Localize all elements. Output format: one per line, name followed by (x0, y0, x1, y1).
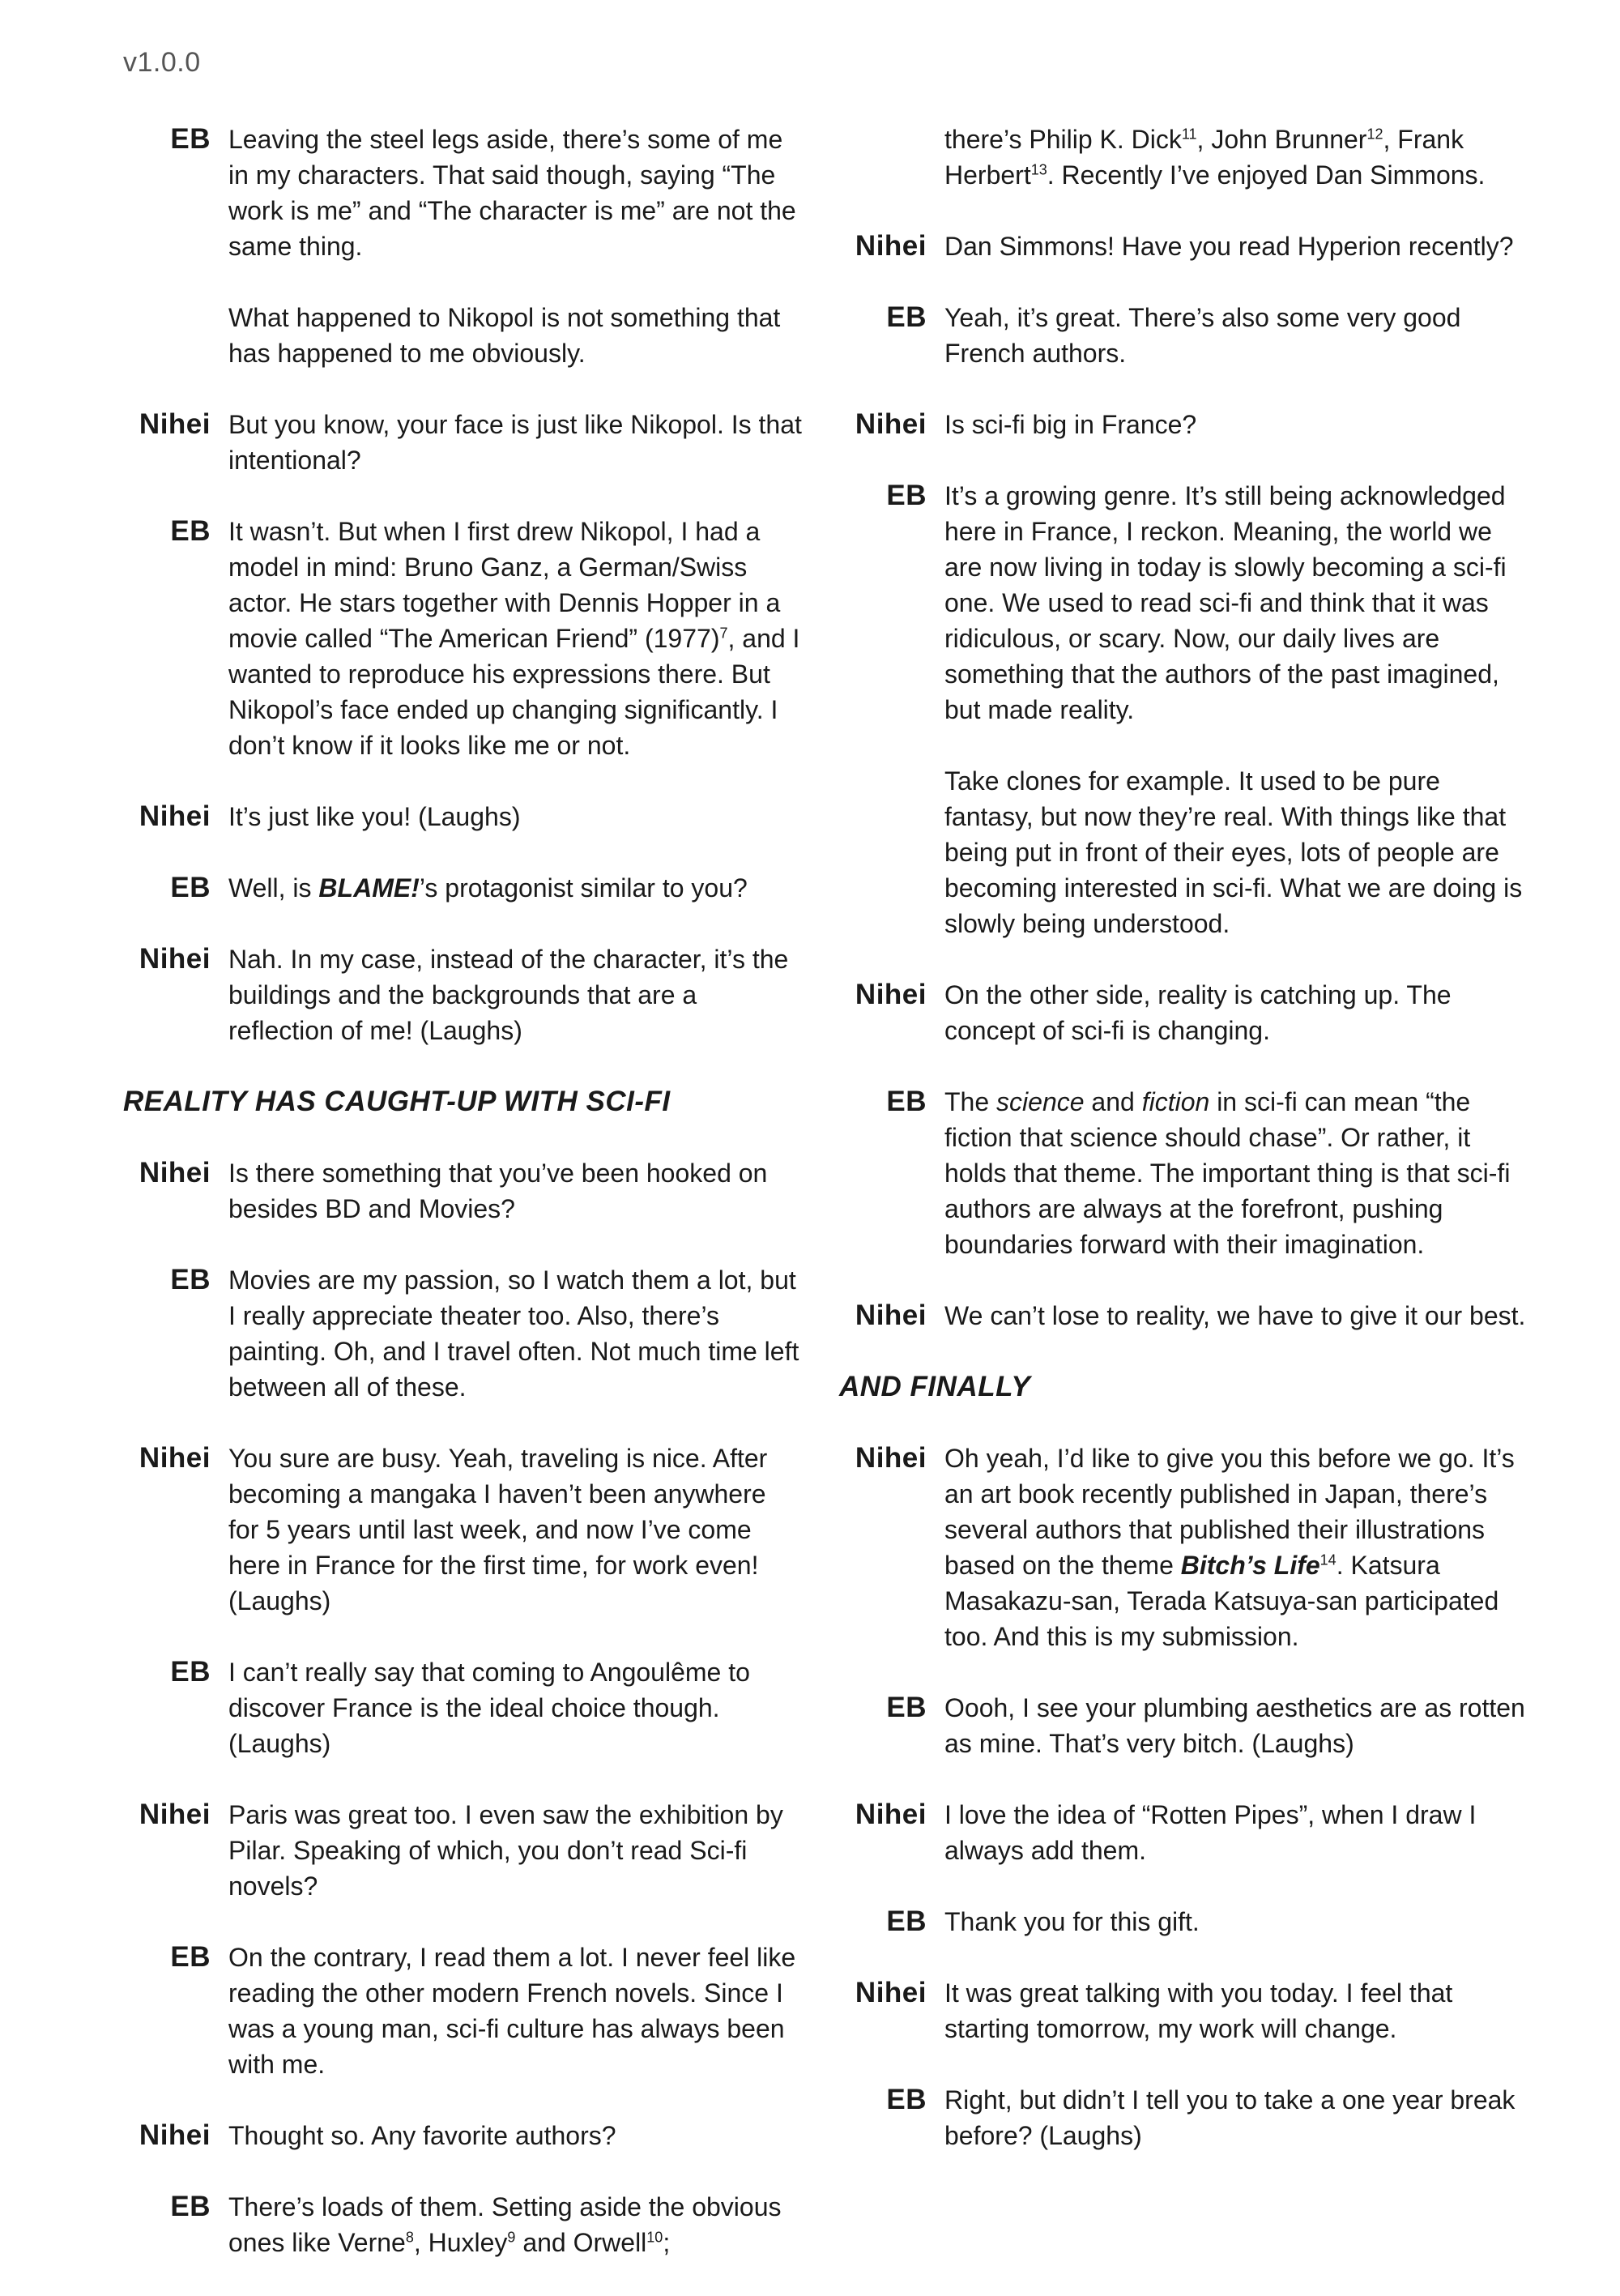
footnote-ref: 7 (719, 625, 728, 642)
speaker-label: Nihei (139, 800, 211, 832)
speaker-label: Nihei (855, 230, 927, 262)
dialogue-text (944, 407, 1529, 442)
speaker-label: Nihei (139, 943, 211, 975)
dialogue-entry (123, 1440, 802, 1619)
paragraph: But you know, your face is just like Nikopol. Is that intentional? (228, 410, 802, 475)
dialogue-entry (839, 300, 1529, 371)
text-run: , and I wanted to reproduce his expressions there. But Nikopol’s face ended up changing significantly. I don’t know if it looks like me or not. (228, 624, 800, 760)
speaker-label: EB (886, 301, 927, 333)
speaker-label: EB (170, 515, 211, 547)
dialogue-entry (839, 1797, 1529, 1868)
text-run: and Orwell (515, 2228, 647, 2257)
left-column (123, 122, 802, 2296)
text-run: . Katsura Masakazu-san, Terada Katsuya-san participated too. And this is my submission. (944, 1551, 1499, 1651)
dialogue-entry (123, 514, 802, 763)
paragraph: Oooh, I see your plumbing aesthetics are as rotten as mine. That’s very bitch. (Laughs) (944, 1693, 1525, 1758)
speaker-label: EB (886, 1692, 927, 1723)
paragraph: Movies are my passion, so I watch them a lot, but I really appreciate theater too. Also, there’s painting. Oh, and I travel often. Not much time left between all of these. (228, 1265, 799, 1402)
text-run: and (1084, 1087, 1142, 1116)
footnote-ref: 9 (507, 2229, 516, 2246)
paragraph: Thank you for this gift. (944, 1907, 1200, 1936)
dialogue-text (228, 941, 802, 1048)
speaker-label: EB (170, 1941, 211, 1973)
paragraph: Right, but didn’t I tell you to take a one year break before? (Laughs) (944, 2085, 1516, 2150)
dialogue-text (228, 1155, 802, 1227)
dialogue-text (228, 1440, 802, 1619)
paragraph: You sure are busy. Yeah, traveling is nice. After becoming a mangaka I haven’t been anywhere for 5 years until last week, and now I’ve come here in France for the first time, for work even! (Laughs) (228, 1444, 768, 1615)
dialogue-entry (123, 2189, 802, 2260)
text-run: Well, is (228, 873, 319, 903)
dialogue-entry (839, 122, 1529, 193)
speaker-label: Nihei (139, 2119, 211, 2151)
footnote-ref: 10 (646, 2229, 663, 2246)
speaker-label: Nihei (855, 979, 927, 1010)
dialogue-text (944, 300, 1529, 371)
paragraph: On the other side, reality is catching up. The concept of sci-fi is changing. (944, 980, 1452, 1045)
paragraph: It’s just like you! (Laughs) (228, 802, 521, 831)
dialogue-text (944, 1904, 1529, 1940)
text-run: It wasn’t. But when I first drew Nikopol, I had a model in mind: Bruno Ganz, a German/Swiss actor. He stars together with Dennis Hopper in a movie called “The American Friend” (1977) (228, 517, 781, 653)
paragraph: Thought so. Any favorite authors? (228, 2121, 616, 2150)
dialogue-text (944, 228, 1529, 264)
speaker-label: EB (170, 123, 211, 155)
text-run: , John Brunner (1196, 125, 1367, 154)
text-run: . Recently I’ve enjoyed Dan Simmons. (1047, 160, 1486, 190)
paragraph (228, 870, 802, 906)
footnote-ref: 13 (1030, 161, 1047, 178)
emphasis: fiction (1141, 1087, 1210, 1116)
dialogue-entry (839, 1975, 1529, 2046)
footnote-ref: 11 (1181, 126, 1197, 143)
paragraph (944, 1440, 1529, 1654)
dialogue-text (228, 407, 802, 478)
dialogue-text (228, 870, 802, 906)
paragraph: I love the idea of “Rotten Pipes”, when I draw I always add them. (944, 1800, 1477, 1865)
version-label: v1.0.0 (123, 47, 201, 78)
speaker-label: Nihei (855, 1977, 927, 2008)
text-run: , Frank Herbert (944, 125, 1464, 190)
dialogue-text (944, 977, 1529, 1048)
dialogue-entry (123, 1797, 802, 1904)
speaker-label: EB (886, 480, 927, 511)
speaker-label: EB (170, 1264, 211, 1295)
paragraph: We can’t lose to reality, we have to give it our best. (944, 1301, 1526, 1330)
speaker-label: Nihei (139, 1157, 211, 1189)
dialogue-text (228, 1940, 802, 2082)
dialogue-text (944, 1797, 1529, 1868)
dialogue-text (228, 1654, 802, 1761)
speaker-label: Nihei (855, 408, 927, 440)
dialogue-entry (839, 1298, 1529, 1334)
footnote-ref: 8 (405, 2229, 414, 2246)
dialogue-entry (123, 1940, 802, 2082)
paragraph: Take clones for example. It used to be pure fantasy, but now they’re real. With things like that being put in front of their eyes, lots of people are becoming interested in sci-fi. What we are doing is slowly being understood. (944, 766, 1523, 938)
dialogue-entry (123, 941, 802, 1048)
section-heading: AND FINALLY (839, 1371, 1031, 1402)
right-column (839, 122, 1529, 2189)
footnote-ref: 12 (1366, 126, 1383, 143)
speaker-label: EB (170, 2191, 211, 2222)
paragraph: Paris was great too. I even saw the exhibition by Pilar. Speaking of which, you don’t read Sci-fi novels? (228, 1800, 783, 1901)
paragraph (228, 514, 802, 763)
text-run: ’s protagonist similar to you? (419, 873, 748, 903)
speaker-label: Nihei (855, 1799, 927, 1830)
dialogue-entry (123, 1654, 802, 1761)
dialogue-text (944, 478, 1529, 941)
dialogue-entry (123, 407, 802, 478)
paragraph: It’s a growing genre. It’s still being acknowledged here in France, I reckon. Meaning, the world we are now living in today is slowly becoming a sci-fi one. We used to read sci-fi and think that it was ridiculous, or scary. Now, our daily lives are something that the authors of the past imagined, but made reality. (944, 481, 1507, 724)
dialogue-entry (839, 1084, 1529, 1262)
paragraph: Leaving the steel legs aside, there’s some of me in my characters. That said though, saying “The work is me” and “The character is me” are not the same thing. (228, 125, 796, 261)
speaker-label: EB (886, 2084, 927, 2115)
dialogue-text (228, 2189, 802, 2260)
dialogue-text (228, 799, 802, 834)
paragraph: Yeah, it’s great. There’s also some very good French authors. (944, 303, 1461, 368)
dialogue-text (228, 1262, 802, 1405)
text-run: ; (663, 2228, 671, 2257)
dialogue-text (228, 122, 802, 371)
dialogue-entry (839, 478, 1529, 941)
dialogue-entry (839, 1440, 1529, 1654)
paragraph: On the contrary, I read them a lot. I never feel like reading the other modern French novels. Since I was a young man, sci-fi culture has always been with me. (228, 1943, 796, 2079)
dialogue-text (228, 2118, 802, 2153)
speaker-label: Nihei (855, 1442, 927, 1474)
dialogue-text (944, 1084, 1529, 1262)
text-run: , Huxley (413, 2228, 508, 2257)
dialogue-entry (123, 870, 802, 906)
dialogue-entry (839, 407, 1529, 442)
dialogue-entry (123, 1262, 802, 1405)
paragraph: It was great talking with you today. I feel that starting tomorrow, my work will change. (944, 1978, 1453, 2043)
paragraph: Is there something that you’ve been hooked on besides BD and Movies? (228, 1159, 768, 1223)
speaker-label: Nihei (139, 1799, 211, 1830)
paragraph: Dan Simmons! Have you read Hyperion recently? (944, 232, 1514, 261)
speaker-label: EB (886, 1086, 927, 1117)
section-heading: REALITY HAS CAUGHT-UP WITH SCI-FI (123, 1086, 671, 1117)
paragraph: I can’t really say that coming to Angoulême to discover France is the ideal choice though. (Laughs) (228, 1658, 750, 1758)
dialogue-entry (839, 228, 1529, 264)
paragraph: Is sci-fi big in France? (944, 410, 1197, 439)
dialogue-entry (123, 122, 802, 371)
paragraph (944, 1084, 1529, 1262)
dialogue-entry (839, 977, 1529, 1048)
text-run: in sci-fi can mean “the fiction that science should chase”. Or rather, it holds that theme. The important thing is that sci-fi authors are always at the forefront, pushing boundaries forward with their imagination. (944, 1087, 1511, 1259)
footnote-ref: 14 (1319, 1551, 1336, 1568)
dialogue-entry (839, 1690, 1529, 1761)
dialogue-text (228, 514, 802, 763)
dialogue-entry (839, 1904, 1529, 1940)
dialogue-text (228, 1797, 802, 1904)
dialogue-entry (123, 799, 802, 834)
speaker-label: EB (170, 1656, 211, 1688)
text-run: there’s Philip K. Dick (944, 125, 1182, 154)
paragraph (944, 122, 1529, 193)
paragraph: Nah. In my case, instead of the character, it’s the buildings and the backgrounds that are a reflection of me! (Laughs) (228, 945, 789, 1045)
dialogue-text (944, 1690, 1529, 1761)
speaker-label: Nihei (139, 408, 211, 440)
speaker-label (839, 122, 927, 193)
title-emphasis: Bitch’s Life (1180, 1551, 1320, 1580)
dialogue-text (944, 1440, 1529, 1654)
dialogue-text (944, 2082, 1529, 2153)
dialogue-entry (123, 1155, 802, 1227)
dialogue-text (944, 122, 1529, 193)
dialogue-text (944, 1975, 1529, 2046)
speaker-label: EB (886, 1906, 927, 1937)
speaker-label: Nihei (855, 1300, 927, 1331)
text-run: There’s loads of them. Setting aside the obvious ones like Verne (228, 2192, 782, 2257)
emphasis: science (996, 1087, 1085, 1116)
dialogue-text (944, 1298, 1529, 1334)
title-emphasis: BLAME! (318, 873, 420, 903)
speaker-label: Nihei (139, 1442, 211, 1474)
speaker-label: EB (170, 872, 211, 903)
dialogue-entry (123, 2118, 802, 2153)
paragraph (228, 2189, 802, 2260)
paragraph: What happened to Nikopol is not something that has happened to me obviously. (228, 303, 781, 368)
text-run: Oh yeah, I’d like to give you this before we go. It’s an art book recently published in Japan, there’s several authors that published their illustrations based on the theme (944, 1444, 1515, 1580)
dialogue-entry (839, 2082, 1529, 2153)
text-run: The (944, 1087, 997, 1116)
